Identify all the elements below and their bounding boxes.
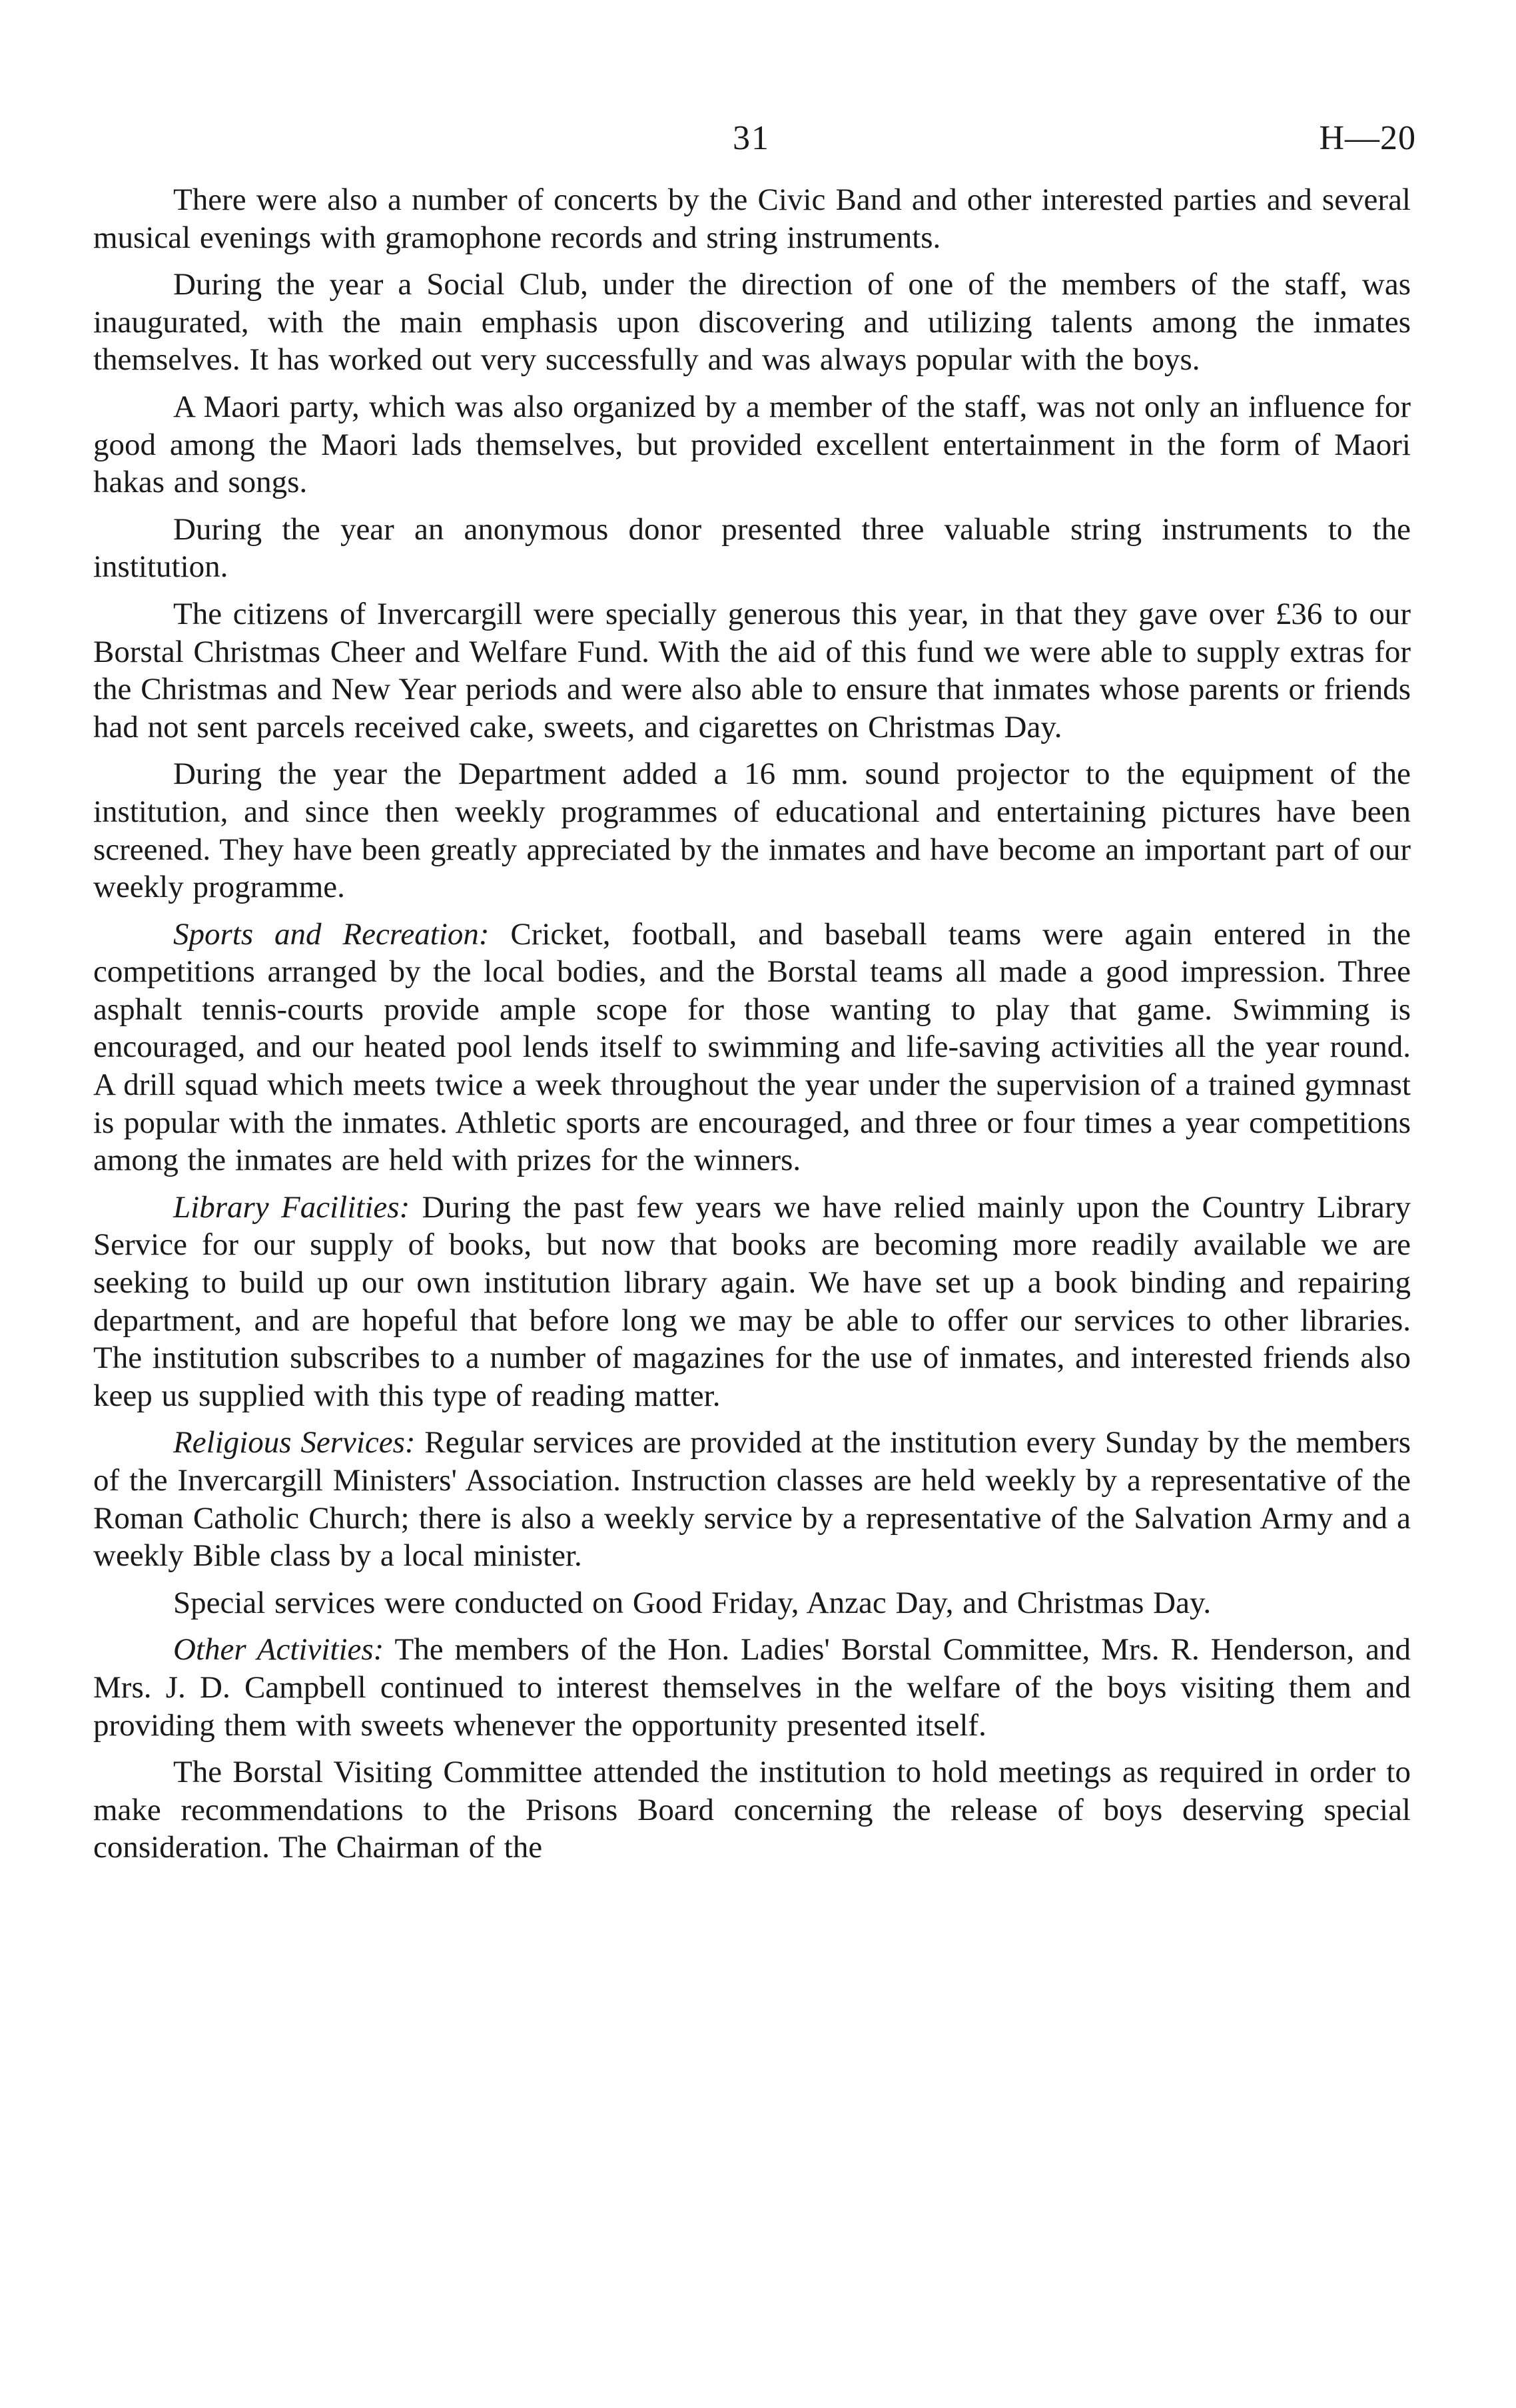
paragraph-text: Cricket, football, and baseball teams were again entered in the competitions arranged by the local bodies, and the Borstal teams all made a good impression. Three asphalt tennis-courts provide ample scope for those wanting to play that game. Swimming is encouraged, and our heated pool lends itself to swimming and life-saving activities all the year round. A drill squad which meets twice a week throughout the year under the supervision of a trained gymnast is popular with the inmates. Athletic sports are encouraged, and three or four times a year competitions among the inmates are held with prizes for the winners. — [93, 916, 1411, 1178]
body-text — [93, 181, 1411, 1867]
paragraph-text: During the year a Social Club, under the direction of one of the members of the staff, was inaugurated, with the main emphasis upon discovering and utilizing talents among the inmates themselves. It has worked out very successfully and was always popular with the boys. — [93, 267, 1411, 378]
paragraph-religious-services — [93, 1424, 1411, 1574]
paragraph-sports-recreation — [93, 916, 1411, 1179]
paragraph-christmas-fund — [93, 595, 1411, 746]
document-reference: H—20 — [1319, 119, 1416, 157]
paragraph-text: The Borstal Visiting Committee attended the institution to hold meetings as required in order to make recommendations to the Prisons Board concerning the release of boys deserving special consideration. The Chairman of the — [93, 1755, 1411, 1865]
paragraph-library-facilities — [93, 1189, 1411, 1415]
paragraph-text: There were also a number of concerts by the Civic Band and other interested parties and several musical evenings with gramophone records and string instruments. — [93, 182, 1411, 255]
paragraph-text: The citizens of Invercargill were specially generous this year, in that they gave over £36 to our Borstal Christmas Cheer and Welfare Fund. With the aid of this fund we were able to supply extras for the Christmas and New Year periods and were also able to ensure that inmates whose parents or friends had not sent parcels received cake, sweets, and cigarettes on Christmas Day. — [93, 596, 1411, 745]
section-heading: Other Activities: — [173, 1632, 384, 1667]
page-header — [0, 119, 1516, 165]
page-number: 31 — [733, 119, 770, 157]
section-heading: Religious Services: — [173, 1425, 416, 1460]
paragraph-text: The members of the Hon. Ladies' Borstal Committee, Mrs. R. Henderson, and Mrs. J. D. Campbell continued to interest themselves in the welfare of the boys visiting them and providing them with sweets whenever the opportunity presented itself. — [93, 1632, 1411, 1743]
paragraph-other-activities — [93, 1631, 1411, 1744]
paragraph-projector — [93, 755, 1411, 906]
paragraph-string-instruments — [93, 511, 1411, 586]
section-heading: Library Facilities: — [173, 1189, 410, 1225]
paragraph-text: Special services were conducted on Good Friday, Anzac Day, and Christmas Day. — [173, 1585, 1212, 1620]
paragraph-text: During the year an anonymous donor presented three valuable string instruments to the institution. — [93, 511, 1411, 585]
paragraph-text: During the year the Department added a 16 mm. sound projector to the equipment of the institution, and since then weekly programmes of educational and entertaining pictures have been screened. They have been greatly appreciated by the inmates and have become an important part of our weekly programme. — [93, 756, 1411, 905]
paragraph-visiting-committee — [93, 1753, 1411, 1867]
paragraph-maori-party — [93, 388, 1411, 501]
paragraph-text: During the past few years we have relied mainly upon the Country Library Service for our supply of books, but now that books are becoming more readily available we are seeking to build up our own institution library again. We have set up a book binding and repairing department, and are hopeful that before long we may be able to offer our services to other libraries. The institution subscribes to a number of magazines for the use of inmates, and interested friends also keep us supplied with this type of reading matter. — [93, 1189, 1411, 1413]
paragraph-social-club — [93, 266, 1411, 379]
paragraph-special-services — [93, 1584, 1411, 1622]
paragraph-concerts — [93, 181, 1411, 256]
section-heading: Sports and Recreation: — [173, 916, 490, 952]
paragraph-text: A Maori party, which was also organized by a member of the staff, was not only an influence for good among the Maori lads themselves, but provided excellent entertainment in the form of Maori hakas and songs. — [93, 389, 1411, 500]
paragraph-text: Regular services are provided at the institution every Sunday by the members of the Invercargill Ministers' Association. Instruction classes are held weekly by a representative of the Roman Catholic Church; there is also a weekly service by a representative of the Salvation Army and a weekly Bible class by a local minister. — [93, 1425, 1411, 1574]
